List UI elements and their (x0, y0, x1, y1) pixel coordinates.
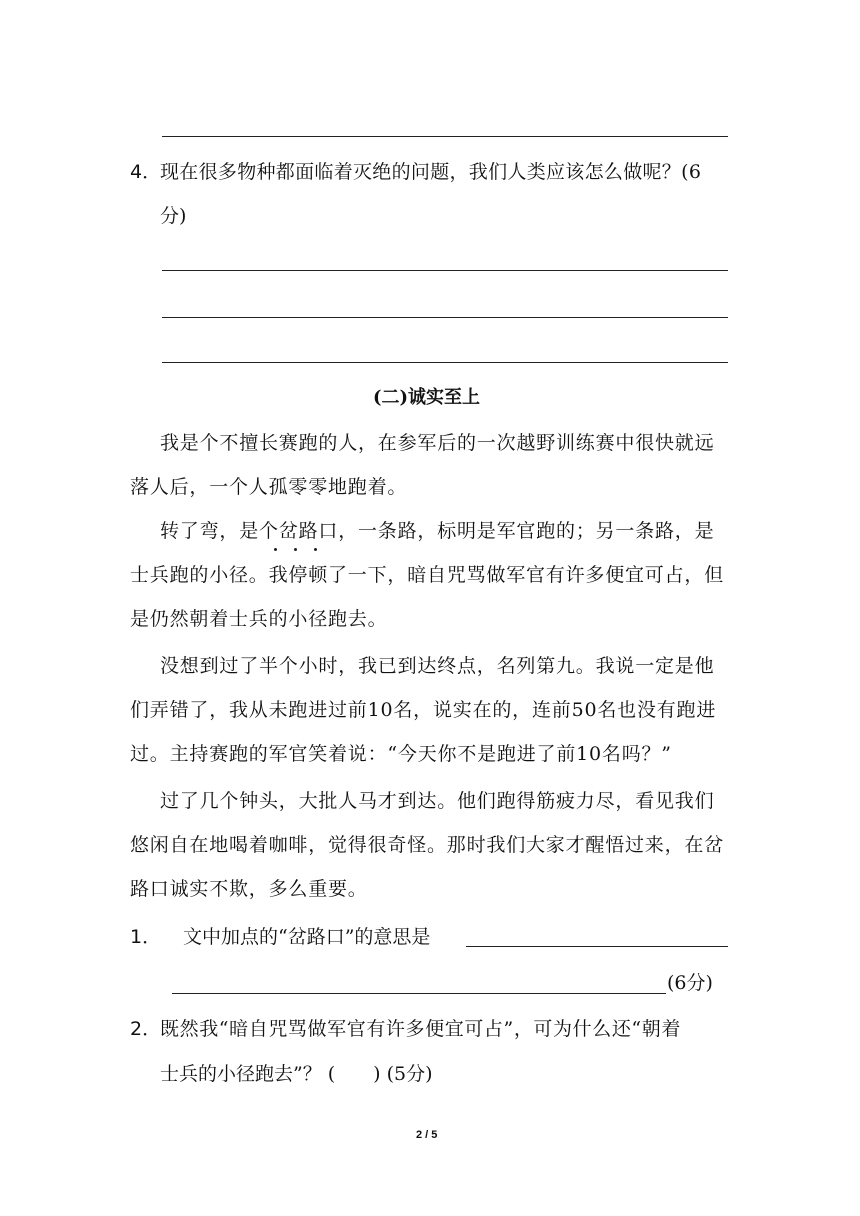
passage-p3-line3: 过。主持赛跑的军官笑着说：“今天你不是跑进了前10名吗？” (130, 743, 672, 765)
q4-text-line2: 分) (160, 205, 187, 227)
q4-answer-line-3 (162, 362, 728, 363)
page-number: 2 / 5 (416, 1129, 438, 1141)
passage-p3-line1: 没想到过了半个小时，我已到达终点，名列第九。我说一定是他 (160, 655, 715, 677)
q1-answer-line-2[interactable] (172, 993, 666, 994)
passage-p4-line1: 过了几个钟头，大批人马才到达。他们跑得筋疲力尽，看见我们 (160, 790, 715, 812)
q4-answer-line-2 (162, 317, 728, 318)
q2-text-line2: 士兵的小径跑去”？ ( ) (5分) (160, 1063, 433, 1085)
passage-p3-line2: 们弄错了，我从未跑进过前10名，说实在的，连前50名也没有跑进 (130, 699, 717, 721)
q1-answer-line-1[interactable] (466, 946, 728, 947)
q4-text-line1: 现在很多物种都面临着灭绝的问题，我们人类应该怎么做呢？(6 (160, 161, 702, 183)
q4-answer-line-1 (162, 270, 728, 271)
passage-p2-line1: 转了弯，是个岔路口，一条路，标明是军官跑的；另一条路，是 (160, 520, 715, 542)
answer-line (162, 136, 728, 137)
passage-p4-line3: 路口诚实不欺，多么重要。 (130, 878, 368, 900)
emphasis-dot (274, 548, 277, 551)
passage-p4-line2: 悠闲自在地喝着咖啡，觉得很奇怪。那时我们大家才醒悟过来，在岔 (130, 834, 725, 856)
emphasis-dot (314, 548, 317, 551)
q1-score: (6分) (667, 972, 713, 994)
q2-text-line1: 既然我“暗自咒骂做军官有许多便宜可占”，可为什么还“朝着 (160, 1018, 681, 1040)
section-title: (二)诚实至上 (373, 387, 481, 408)
passage-p2-line3: 是仍然朝着士兵的小径跑去。 (130, 608, 388, 630)
passage-p1-line2: 落人后，一个人孤零零地跑着。 (130, 476, 408, 498)
q1-number: 1． (130, 926, 162, 948)
emphasis-dot (294, 548, 297, 551)
q4-number: 4． (130, 161, 162, 183)
passage-p2-line2: 士兵跑的小径。我停顿了一下，暗自咒骂做军官有许多便宜可占，但 (130, 564, 725, 586)
passage-p1-line1: 我是个不擅长赛跑的人，在参军后的一次越野训练赛中很快就远 (160, 432, 715, 454)
q2-number: 2． (130, 1018, 162, 1040)
q1-text: 文中加点的“岔路口”的意思是 (183, 926, 431, 948)
